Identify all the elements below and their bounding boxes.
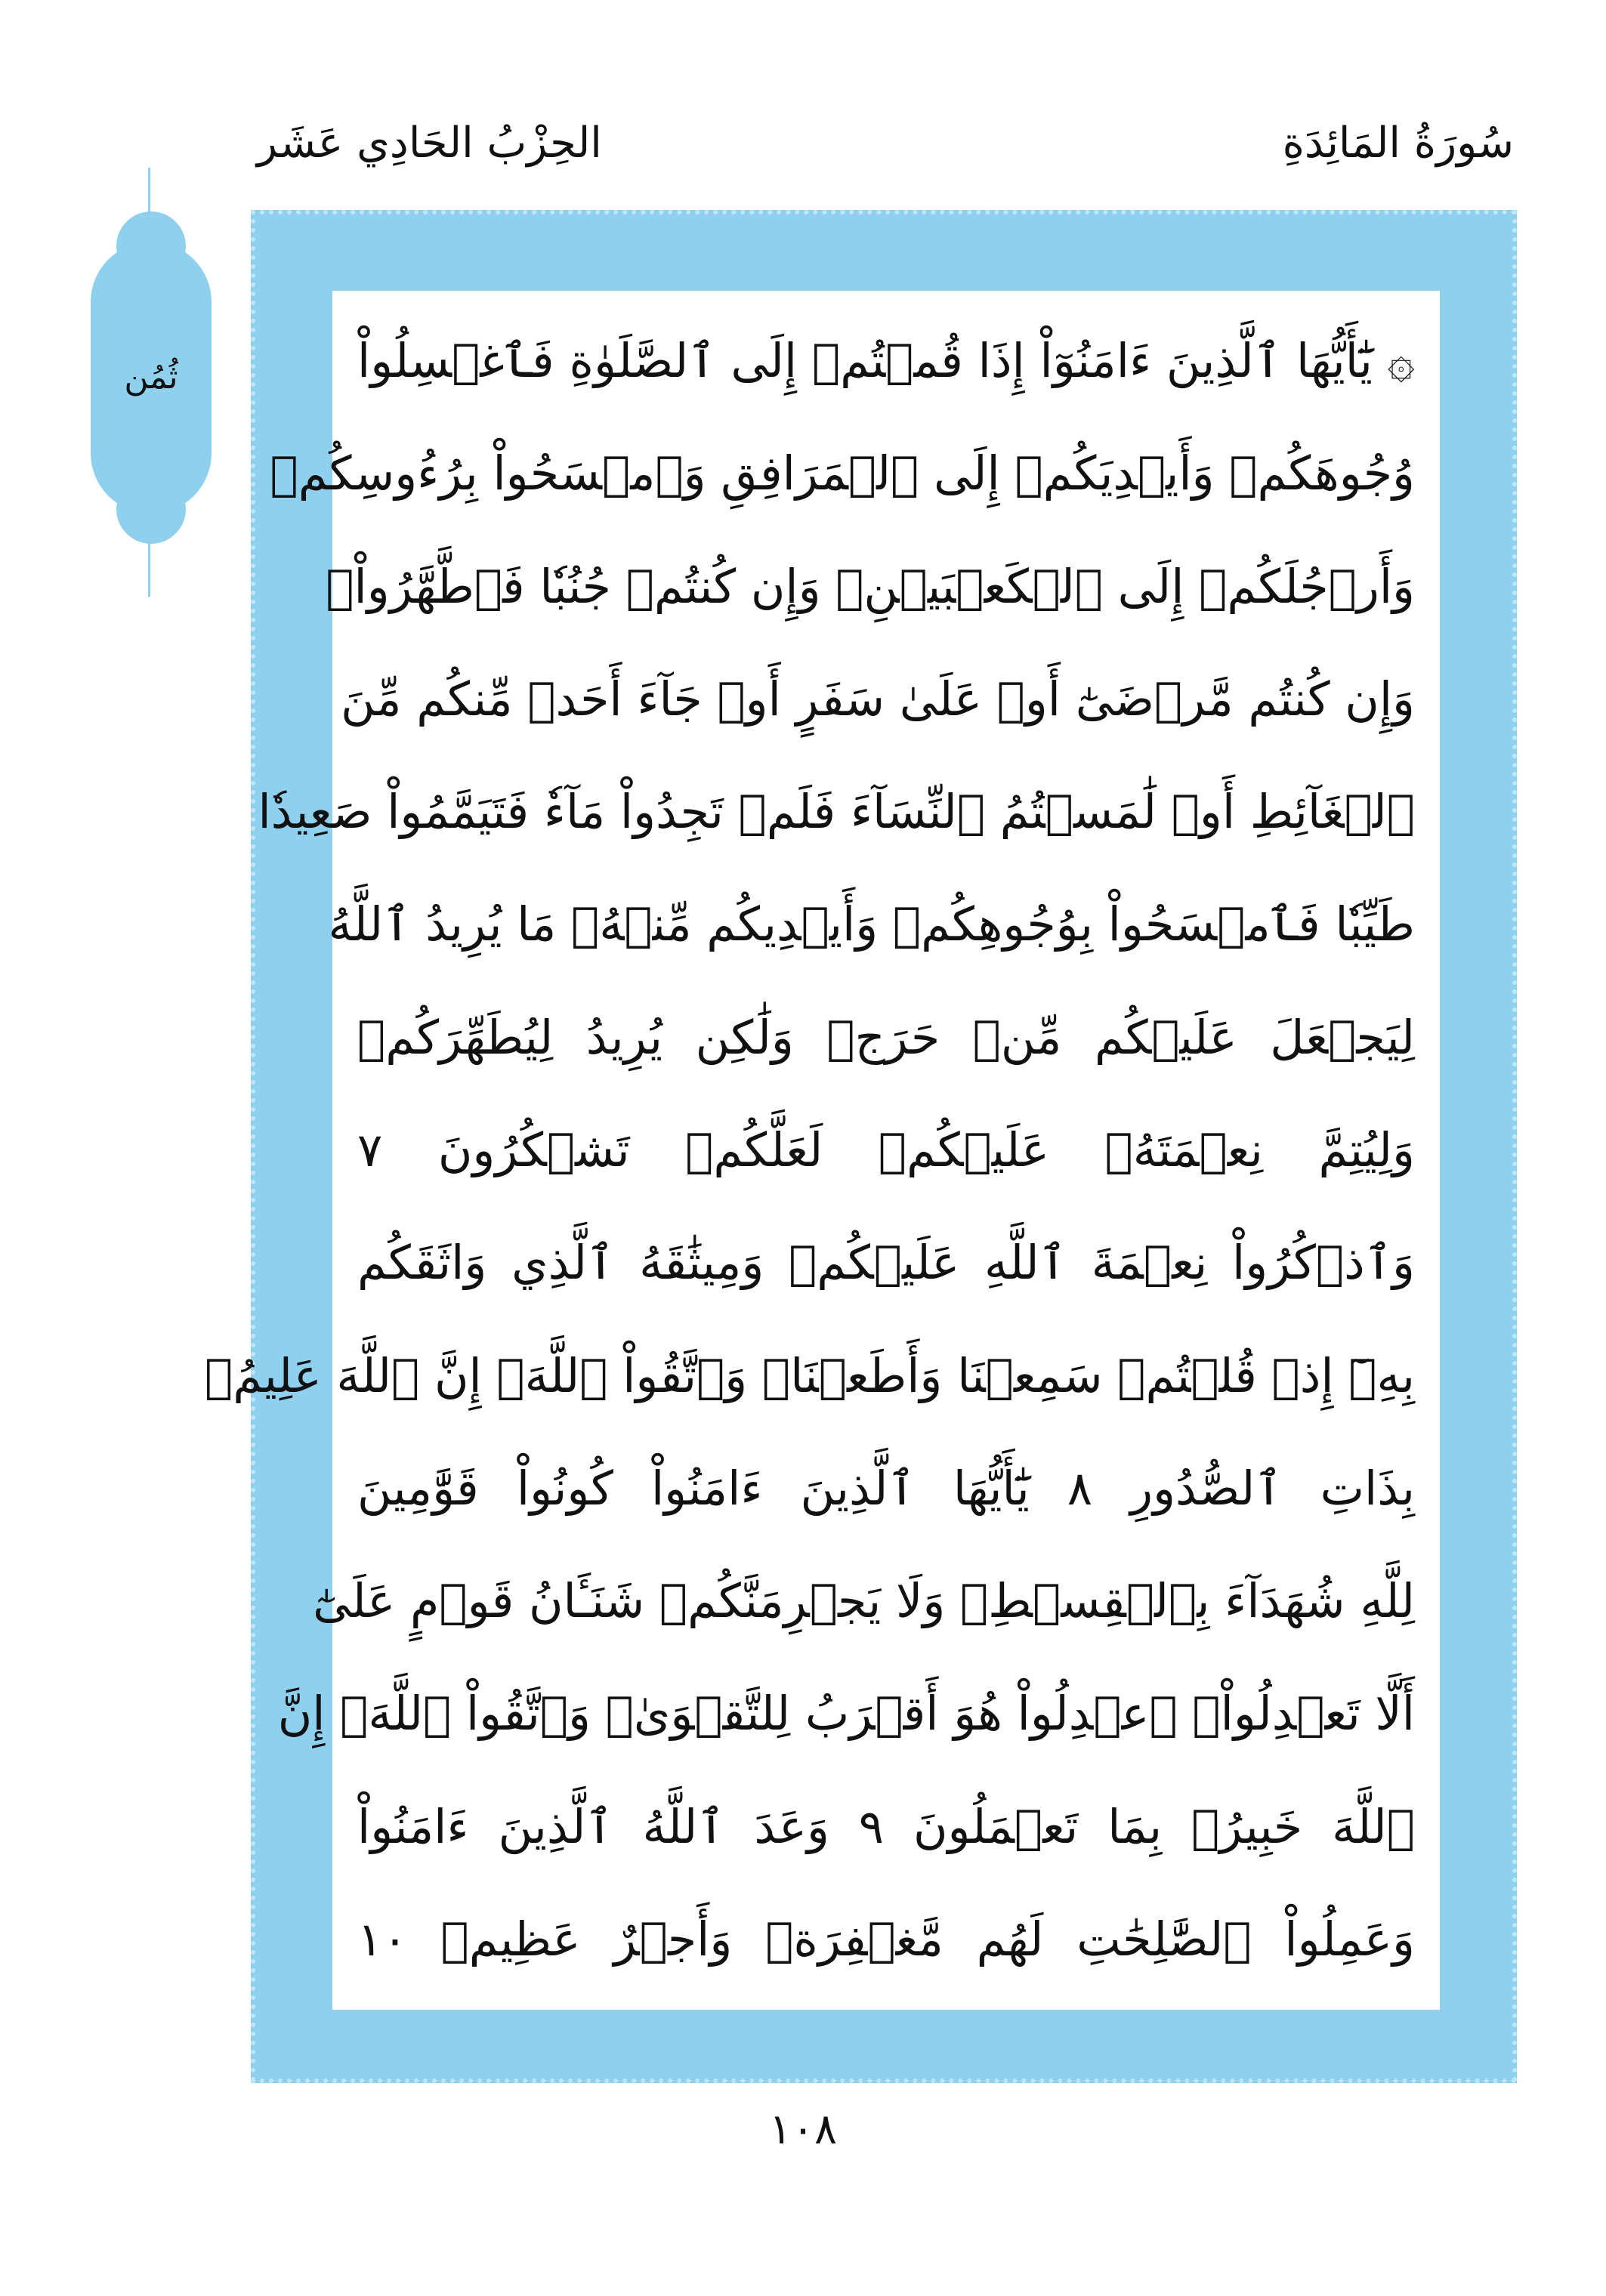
text-line-9: وَٱذۡكُرُواْ نِعۡمَةَ ٱللَّهِ عَلَيۡكُمۡ وَمِيثَٰقَهُ ٱلَّذِي وَاثَقَكُم [357,1235,1415,1291]
text-area [204,291,1440,2010]
text-line-14: ٱللَّهَ خَبِيرُۢ بِمَا تَعۡمَلُونَ ٩ وَعَدَ ٱللَّهُ ٱلَّذِينَ ءَامَنُواْ [357,1798,1415,1854]
text-line-4: وَإِن كُنتُم مَّرۡضَىٰٓ أَوۡ عَلَىٰ سَفَرٍ أَوۡ جَآءَ أَحَدٞ مِّنكُم مِّنَ [341,671,1415,727]
text-line-8: وَلِيُتِمَّ نِعۡمَتَهُۥ عَلَيۡكُمۡ لَعَلَّكُمۡ تَشۡكُرُونَ ٧ [357,1122,1415,1177]
text-line-13: أَلَّا تَعۡدِلُواْۚ ٱعۡدِلُواْ هُوَ أَقۡرَبُ لِلتَّقۡوَىٰۖ وَٱتَّقُواْ ٱللَّهَۚ إِنَّ [277,1686,1415,1742]
margin-marker-label: ثُمُن [124,358,178,397]
text-lines [204,308,1415,1992]
text-line-12: لِلَّهِ شُهَدَآءَ بِٱلۡقِسۡطِۖ وَلَا يَجۡرِمَنَّكُمۡ شَنَـَٔانُ قَوۡمٍ عَلَىٰٓ [313,1573,1415,1629]
text-line-11: بِذَاتِ ٱلصُّدُورِ ٨ يَٰٓأَيُّهَا ٱلَّذِينَ ءَامَنُواْ كُونُواْ قَوَّٰمِينَ [357,1460,1415,1516]
hizb-title: الحِزْبُ الحَادِي عَشَر [257,119,602,168]
text-line-7: لِيَجۡعَلَ عَلَيۡكُم مِّنۡ حَرَجٖ وَلَٰكِن يُرِيدُ لِيُطَهِّرَكُمۡ [357,1009,1415,1065]
text-line-2: وُجُوهَكُمۡ وَأَيۡدِيَكُمۡ إِلَى ٱلۡمَرَافِقِ وَٱمۡسَحُواْ بِرُءُوسِكُمۡ [270,446,1415,501]
text-line-3: وَأَرۡجُلَكُمۡ إِلَى ٱلۡكَعۡبَيۡنِۚ وَإِن كُنتُمۡ جُنُبٗا فَٱطَّهَّرُواْۚ [326,558,1415,614]
margin-divider-bottom [148,491,150,597]
text-line-6: طَيِّبٗا فَٱمۡسَحُواْ بِوُجُوهِكُمۡ وَأَيۡدِيكُم مِّنۡهُۚ مَا يُرِيدُ ٱللَّهُ [328,896,1415,952]
text-line-10: بِهِۦٓ إِذۡ قُلۡتُمۡ سَمِعۡنَا وَأَطَعۡنَاۖ وَٱتَّقُواْ ٱللَّهَۚ إِنَّ ٱللَّهَ عَلِيمُۢ [204,1347,1415,1403]
surah-title: سُورَةُ المَائِدَةِ [1282,119,1514,168]
text-line-1: ۞ يَٰٓأَيُّهَا ٱلَّذِينَ ءَامَنُوٓاْ إِذَا قُمۡتُمۡ إِلَى ٱلصَّلَوٰةِ فَٱغۡسِلُواْ [357,333,1415,388]
text-line-5: ٱلۡغَآئِطِ أَوۡ لَٰمَسۡتُمُ ٱلنِّسَآءَ فَلَمۡ تَجِدُواْ مَآءٗ فَتَيَمَّمُواْ صَعِيدٗا [258,784,1415,840]
page-number: ١٠٨ [768,2105,838,2154]
text-line-15: وَعَمِلُواْ ٱلصَّٰلِحَٰتِ لَهُم مَّغۡفِرَةٞ وَأَجۡرٌ عَظِيمٞ ١٠ [357,1911,1415,1967]
